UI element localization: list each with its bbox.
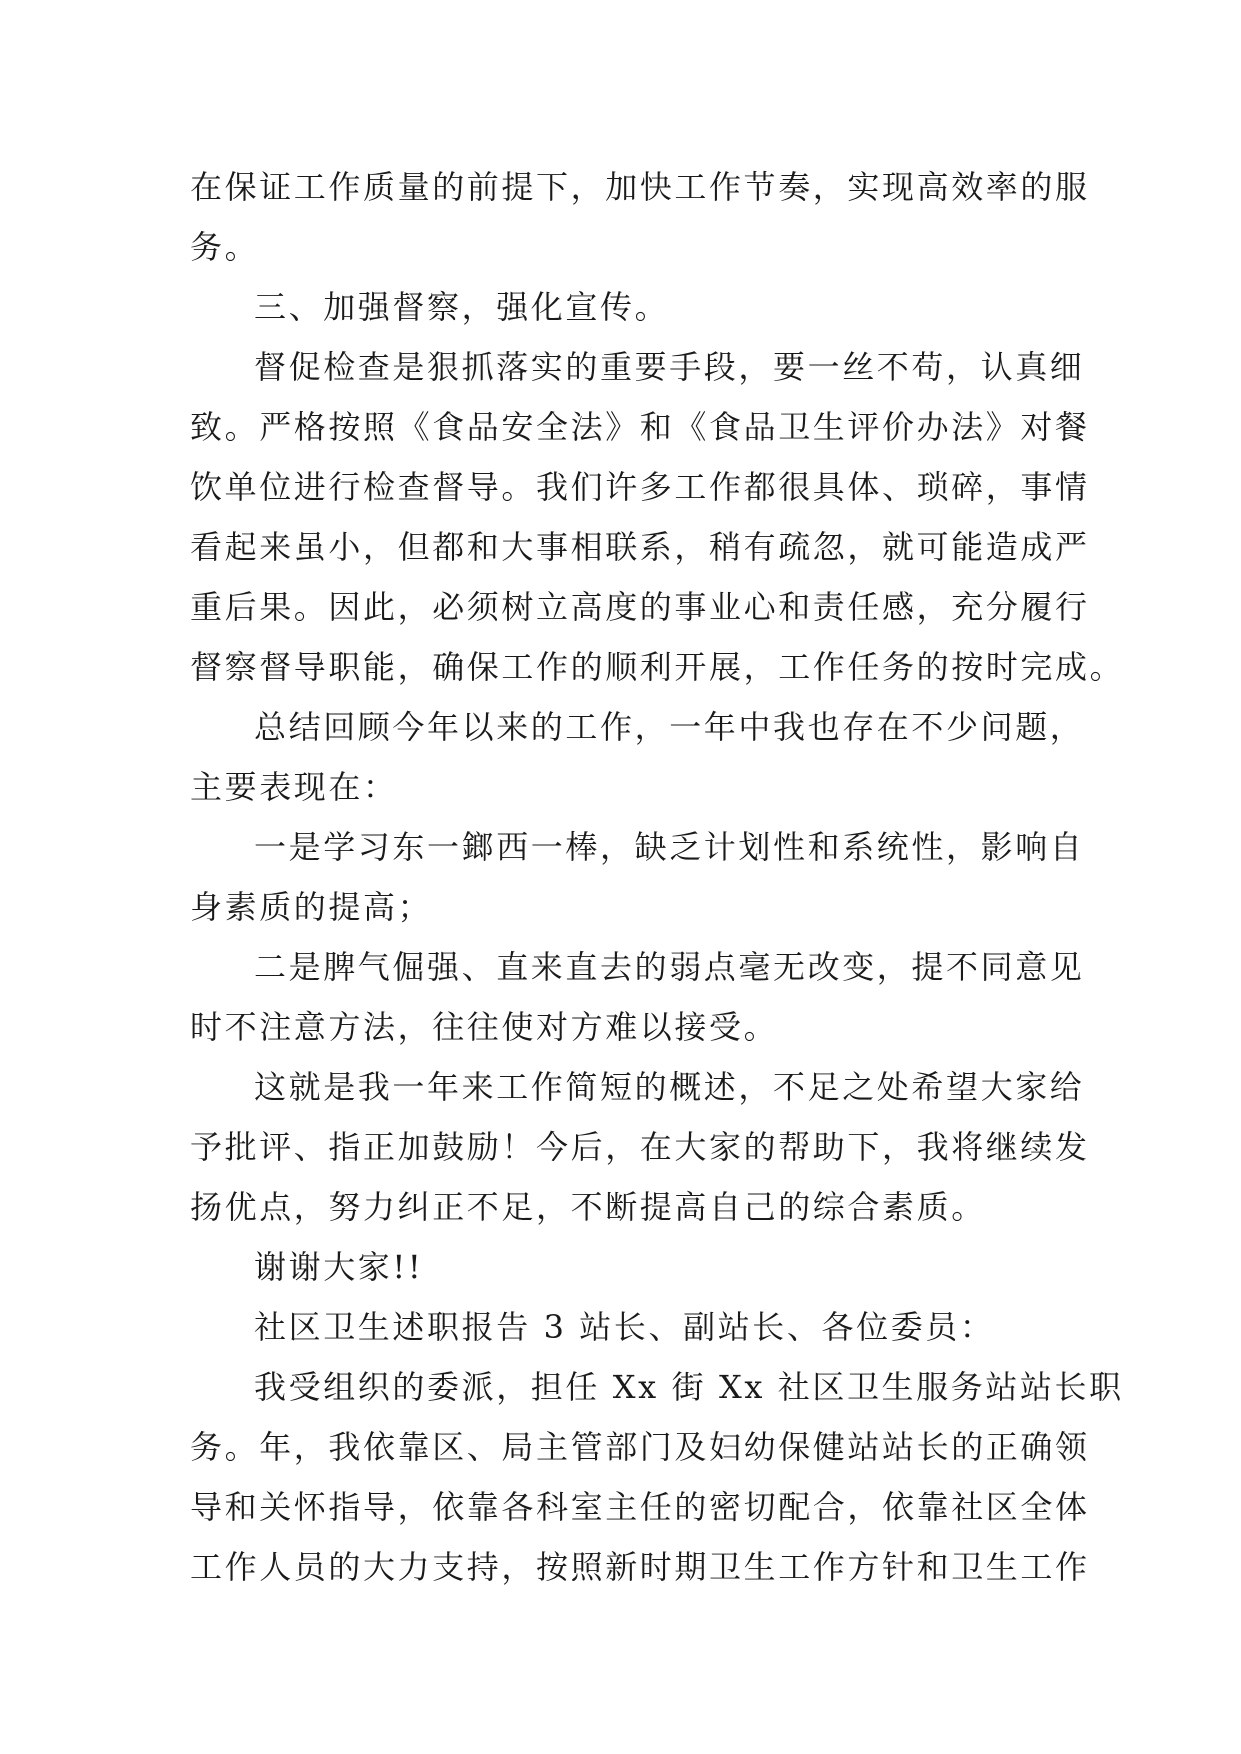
text-line: 重后果。因此，必须树立高度的事业心和责任感，充分履行 xyxy=(190,588,1090,626)
text-line: 一是学习东一鎯西一棒，缺乏计划性和系统性，影响自 xyxy=(254,828,1085,866)
text-line: 务。 xyxy=(190,228,260,266)
text-line: 扬优点，努力纠正不足，不断提高自己的综合素质。 xyxy=(190,1188,986,1226)
text-line: 谢谢大家!! xyxy=(254,1248,424,1286)
text-line: 社区卫生述职报告 3 站长、副站长、各位委员： xyxy=(254,1308,995,1346)
text-line: 在保证工作质量的前提下，加快工作节奏，实现高效率的服 xyxy=(190,168,1090,206)
text-line: 这就是我一年来工作简短的概述，不足之处希望大家给 xyxy=(254,1068,1085,1106)
text-line: 我受组织的委派，担任 Xx 街 Xx 社区卫生服务站站长职 xyxy=(254,1368,1124,1406)
text-line: 工作人员的大力支持，按照新时期卫生工作方针和卫生工作 xyxy=(190,1548,1090,1586)
text-line: 看起来虽小，但都和大事相联系，稍有疏忽，就可能造成严 xyxy=(190,528,1090,566)
text-line: 予批评、指正加鼓励！今后，在大家的帮助下，我将继续发 xyxy=(190,1128,1090,1166)
text-line: 饮单位进行检查督导。我们许多工作都很具体、琐碎，事情 xyxy=(190,468,1090,506)
text-line: 身素质的提高； xyxy=(190,888,433,926)
document-body xyxy=(190,157,1125,1597)
text-line: 三、加强督察，强化宣传。 xyxy=(254,288,670,326)
text-line: 时不注意方法，往往使对方难以接受。 xyxy=(190,1008,779,1046)
text-line: 总结回顾今年以来的工作，一年中我也存在不少问题， xyxy=(254,708,1085,746)
text-line: 主要表现在： xyxy=(190,768,398,806)
text-line: 二是脾气倔强、直来直去的弱点毫无改变，提不同意见 xyxy=(254,948,1085,986)
text-line: 致。严格按照《食品安全法》和《食品卫生评价办法》对餐 xyxy=(190,408,1090,446)
text-line: 督察督导职能，确保工作的顺利开展，工作任务的按时完成。 xyxy=(190,648,1125,686)
text-line: 导和关怀指导，依靠各科室主任的密切配合，依靠社区全体 xyxy=(190,1488,1090,1526)
text-line: 务。年，我依靠区、局主管部门及妇幼保健站站长的正确领 xyxy=(190,1428,1090,1466)
text-line: 督促检查是狠抓落实的重要手段，要一丝不苟，认真细 xyxy=(254,348,1085,386)
